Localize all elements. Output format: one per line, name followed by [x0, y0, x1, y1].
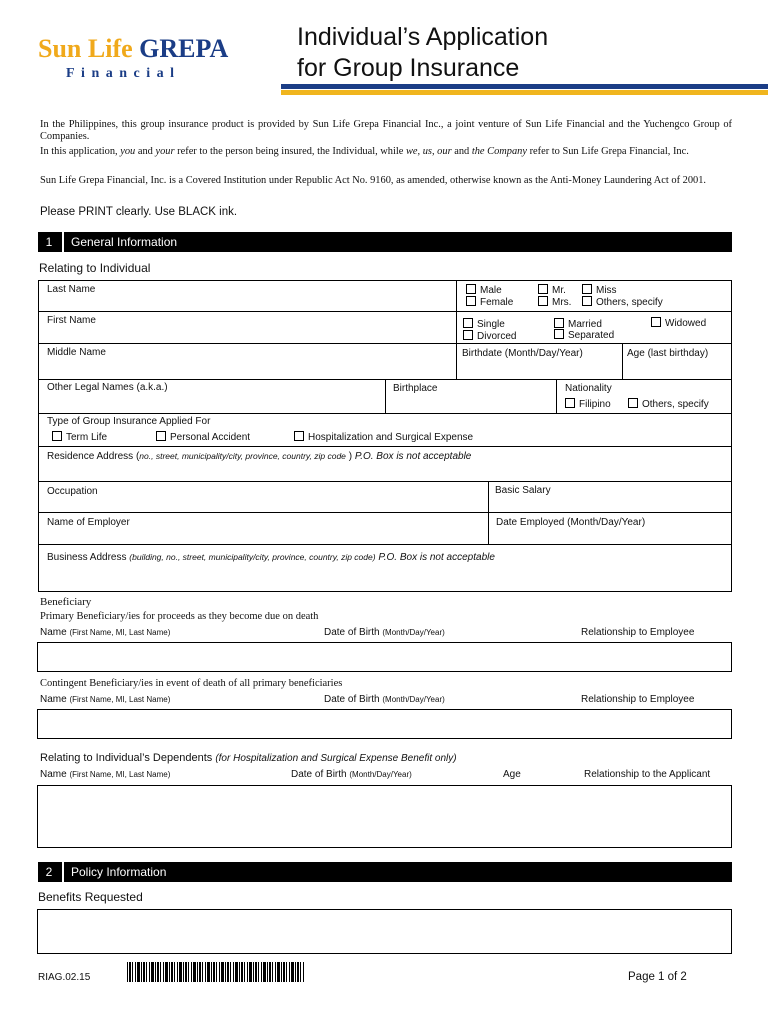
filipino-checkbox[interactable] [565, 398, 575, 408]
intro-paragraph-1: In the Philippines, this group insurance product is provided by Sun Life Grepa Financial Inc., a joint venture of Sun Life Financial and the Yuchengco Group of Companies. [40, 119, 732, 142]
single-option[interactable]: Single [463, 318, 505, 331]
date-employed-label: Date Employed (Month/Day/Year) [496, 517, 646, 528]
dependents-field[interactable] [37, 785, 732, 848]
occupation-label: Occupation [47, 486, 98, 497]
female-checkbox[interactable] [466, 296, 476, 306]
primary-beneficiary-field[interactable] [37, 642, 732, 672]
dependents-age-col: Age [503, 769, 521, 780]
contingent-dob-col: Date of Birth (Month/Day/Year) [324, 694, 445, 705]
intro-paragraph-2: In this application, you and your refer to the person being insured, the Individual, while we, us, our and the Company refer to Sun Life Grepa Financial, Inc. [40, 146, 689, 157]
nationality-label: Nationality [565, 383, 612, 394]
separated-checkbox[interactable] [554, 329, 564, 339]
mrs-option[interactable]: Mrs. [538, 296, 571, 309]
company-logo [38, 36, 228, 62]
birthdate-label: Birthdate (Month/Day/Year) [462, 348, 583, 359]
residence-address-label: Residence Address (no., street, municipality/city, province, country, zip code ) P.O. Box is not acceptable [47, 451, 472, 462]
employer-label: Name of Employer [47, 517, 130, 528]
dependents-name-col: Name (First Name, MI, Last Name) [40, 769, 171, 780]
term-life-option[interactable]: Term Life [52, 431, 107, 444]
section-1-title: General Information [71, 235, 178, 249]
nationality-others-checkbox[interactable] [628, 398, 638, 408]
female-option[interactable]: Female [466, 296, 513, 309]
primary-beneficiary-heading: Primary Beneficiary/ies for proceeds as they become due on death [40, 611, 319, 622]
section-2-header [38, 862, 732, 882]
other-names-label: Other Legal Names (a.k.a.) [47, 382, 168, 393]
form-code: RIAG.02.15 [38, 972, 91, 983]
business-address-label: Business Address (building, no., street, municipality/city, province, country, zip code) P.O. Box is not acceptable [47, 552, 495, 563]
mr-option[interactable]: Mr. [538, 284, 566, 297]
logo-brand-b: GREPA [139, 34, 229, 63]
married-checkbox[interactable] [554, 318, 564, 328]
filipino-option[interactable]: Filipino [565, 398, 611, 411]
section-2-title: Policy Information [71, 865, 167, 879]
logo-subtitle: Financial [66, 66, 181, 81]
single-checkbox[interactable] [463, 318, 473, 328]
divorced-checkbox[interactable] [463, 330, 473, 340]
dependents-heading: Relating to Individual’s Dependents (for Hospitalization and Surgical Expense Benefit only) [40, 752, 457, 764]
contingent-beneficiary-heading: Contingent Beneficiary/ies in event of death of all primary beneficiaries [40, 678, 343, 689]
dependents-dob-col: Date of Birth (Month/Day/Year) [291, 769, 412, 780]
yellow-stripe [281, 90, 768, 95]
nationality-others-option[interactable]: Others, specify [628, 398, 709, 411]
benefits-requested-field[interactable] [37, 909, 732, 954]
section-1-header [38, 232, 732, 252]
last-name-label: Last Name [47, 284, 96, 295]
first-name-label: First Name [47, 315, 96, 326]
male-option[interactable]: Male [466, 284, 502, 297]
age-label: Age (last birthday) [627, 348, 709, 359]
blue-stripe [281, 84, 768, 89]
widowed-checkbox[interactable] [651, 317, 661, 327]
title-line-2: for Group Insurance [297, 54, 520, 82]
hospitalization-checkbox[interactable] [294, 431, 304, 441]
primary-relationship-col: Relationship to Employee [581, 627, 695, 638]
page-number: Page 1 of 2 [628, 971, 687, 983]
birthplace-label: Birthplace [393, 383, 438, 394]
section-1-number: 1 [45, 235, 53, 249]
page-title [297, 22, 548, 84]
personal-accident-option[interactable]: Personal Accident [156, 431, 250, 444]
mrs-checkbox[interactable] [538, 296, 548, 306]
hospitalization-option[interactable]: Hospitalization and Surgical Expense [294, 431, 473, 444]
beneficiary-heading: Beneficiary [40, 596, 92, 608]
barcode-icon [127, 962, 305, 982]
mr-checkbox[interactable] [538, 284, 548, 294]
divorced-option[interactable]: Divorced [463, 330, 516, 343]
benefits-requested-label: Benefits Requested [38, 890, 143, 904]
basic-salary-label: Basic Salary [495, 485, 551, 496]
intro-paragraph-3: Sun Life Grepa Financial, Inc. is a Covered Institution under Republic Act No. 9160, as amended, otherwise known as the Anti-Money Laundering Act of 2001. [40, 175, 707, 186]
separated-option[interactable]: Separated [554, 329, 614, 342]
term-life-checkbox[interactable] [52, 431, 62, 441]
logo-brand-a: Sun Life [38, 34, 133, 63]
dependents-relationship-col: Relationship to the Applicant [584, 769, 711, 780]
insurance-type-label: Type of Group Insurance Applied For [47, 416, 211, 427]
title-line-1: Individual’s Application [297, 23, 549, 51]
relating-to-individual: Relating to Individual [39, 261, 151, 275]
primary-dob-col: Date of Birth (Month/Day/Year) [324, 627, 445, 638]
male-checkbox[interactable] [466, 284, 476, 294]
miss-option[interactable]: Miss [582, 284, 617, 297]
personal-accident-checkbox[interactable] [156, 431, 166, 441]
contingent-name-col: Name (First Name, MI, Last Name) [40, 694, 171, 705]
print-instruction: Please PRINT clearly. Use BLACK ink. [40, 206, 238, 218]
title-others-checkbox[interactable] [582, 296, 592, 306]
widowed-option[interactable]: Widowed [651, 317, 706, 330]
title-others-option[interactable]: Others, specify [582, 296, 663, 309]
section-2-number: 2 [45, 865, 53, 879]
middle-name-label: Middle Name [47, 347, 106, 358]
contingent-relationship-col: Relationship to Employee [581, 694, 695, 705]
contingent-beneficiary-field[interactable] [37, 709, 732, 739]
miss-checkbox[interactable] [582, 284, 592, 294]
married-option[interactable]: Married [554, 318, 602, 331]
primary-name-col: Name (First Name, MI, Last Name) [40, 627, 171, 638]
